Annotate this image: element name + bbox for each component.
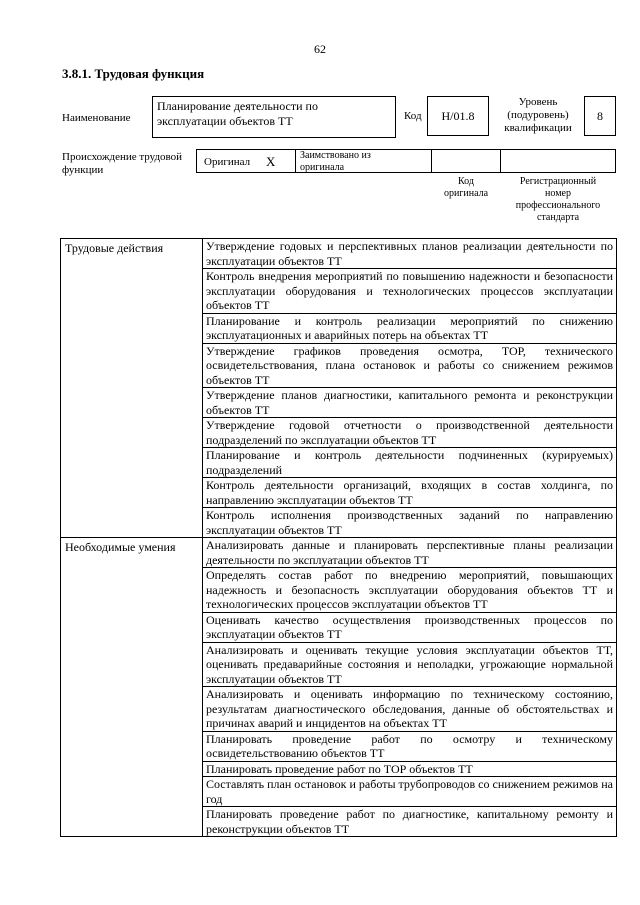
origin-divider-1 xyxy=(295,149,296,173)
name-value-line1: Планирование деятельности по xyxy=(157,99,318,113)
code-caption-line2: оригинала xyxy=(443,188,489,199)
labor-action-item: Утверждение графиков проведения осмотра, ТОР, технического освидетельствования, плана остановок и работы со снижением режимов объектов ТТ xyxy=(203,343,617,388)
code-value-box xyxy=(427,96,489,136)
original-label: Оригинал xyxy=(204,156,251,168)
origin-divider-2 xyxy=(431,149,432,173)
original-mark: Х xyxy=(266,154,276,169)
skill-item: Планировать проведение работ по диагностике, капитальному ремонту и реконструкции объектов ТТ xyxy=(203,807,617,837)
skill-item: Оценивать качество осуществления производственных процессов по эксплуатации объектов ТТ xyxy=(203,612,617,642)
origin-label-line1: Происхождение трудовой xyxy=(62,151,183,163)
code-label: Код xyxy=(404,110,422,122)
skill-item: Анализировать и оценивать информацию по техническому состоянию, результатам диагностического обследования, данные об обстоятельствах и причинах аварий и инцидентов на объектах ТТ xyxy=(203,687,617,732)
borrowed-line1: Заимствовано из xyxy=(300,150,371,161)
reg-number-caption xyxy=(500,176,616,224)
level-label xyxy=(496,96,580,135)
labor-action-item: Утверждение годовых и перспективных планов реализации деятельности по эксплуатации объектов ТТ xyxy=(203,239,617,269)
origin-label-line2: функции xyxy=(62,164,104,176)
reg-caption-line1: Регистрационный xyxy=(519,176,597,187)
skill-item: Планировать проведение работ по ТОР объектов ТТ xyxy=(203,761,617,777)
reg-caption-line3: профессионального xyxy=(515,200,601,211)
reg-caption-line4: стандарта xyxy=(536,212,580,223)
skill-item: Определять состав работ по внедрению мероприятий, повышающих надежность и безопасность эксплуатации оборудования объектов ТТ и технологических процессов эксплуатации объектов ТТ xyxy=(203,568,617,613)
name-value-line2: эксплуатации объектов ТТ xyxy=(157,114,293,128)
name-value-box xyxy=(152,96,396,138)
labor-action-item: Контроль деятельности организаций, входящих в состав холдинга, по направлению эксплуатации объектов ТТ xyxy=(203,478,617,508)
table-row xyxy=(61,239,617,269)
labor-action-item: Контроль внедрения мероприятий по повышению надежности и безопасности эксплуатации оборудования и технологических процессов эксплуатации объектов ТТ xyxy=(203,269,617,314)
code-value: Н/01.8 xyxy=(441,109,475,123)
level-label-line1: Уровень xyxy=(518,96,558,108)
origin-label xyxy=(62,151,182,177)
skill-item: Составлять план остановок и работы трубопроводов со снижением режимов на год xyxy=(203,777,617,807)
page-number: 62 xyxy=(314,42,326,56)
level-label-line3: квалификации xyxy=(504,122,572,134)
table-row xyxy=(61,538,617,568)
labor-action-item: Утверждение планов диагностики, капитального ремонта и реконструкции объектов ТТ xyxy=(203,388,617,418)
code-caption-line1: Код xyxy=(458,176,474,187)
skill-item: Планировать проведение работ по осмотру и техническому освидетельствованию объектов ТТ xyxy=(203,731,617,761)
level-label-line2: (подуровень) xyxy=(507,109,569,121)
section-title: 3.8.1. Трудовая функция xyxy=(62,66,205,81)
code-original-caption xyxy=(432,176,500,200)
labor-action-item: Утверждение годовой отчетности о производственной деятельности подразделений по эксплуатации объектов ТТ xyxy=(203,418,617,448)
skill-item: Анализировать и оценивать текущие условия эксплуатации объектов ТТ, оценивать предаварийные состояния и неполадки, угрожающие нормальной эксплуатации объектов ТТ xyxy=(203,642,617,687)
labor-action-item: Планирование и контроль деятельности подчиненных (курируемых) подразделений xyxy=(203,448,617,478)
labor-action-item: Планирование и контроль реализации мероприятий по снижению эксплуатационных и аварийных потерь на объектах ТТ xyxy=(203,313,617,343)
labor-action-item: Контроль исполнения производственных заданий по направлению эксплуатации объектов ТТ xyxy=(203,508,617,538)
skill-item: Анализировать данные и планировать перспективные планы реализации деятельности по эксплуатации объектов ТТ xyxy=(203,538,617,568)
origin-divider-3 xyxy=(500,149,501,173)
origin-row xyxy=(196,149,616,173)
name-label: Наименование xyxy=(62,112,131,124)
skills-label: Необходимые умения xyxy=(61,538,203,837)
level-value: 8 xyxy=(597,109,603,123)
borrowed-line2: оригинала xyxy=(300,162,345,173)
labor-actions-label: Трудовые действия xyxy=(61,239,203,538)
reg-caption-line2: номер xyxy=(545,188,571,199)
function-table xyxy=(60,238,617,837)
borrowed-label xyxy=(300,150,371,174)
level-value-box xyxy=(584,96,616,136)
